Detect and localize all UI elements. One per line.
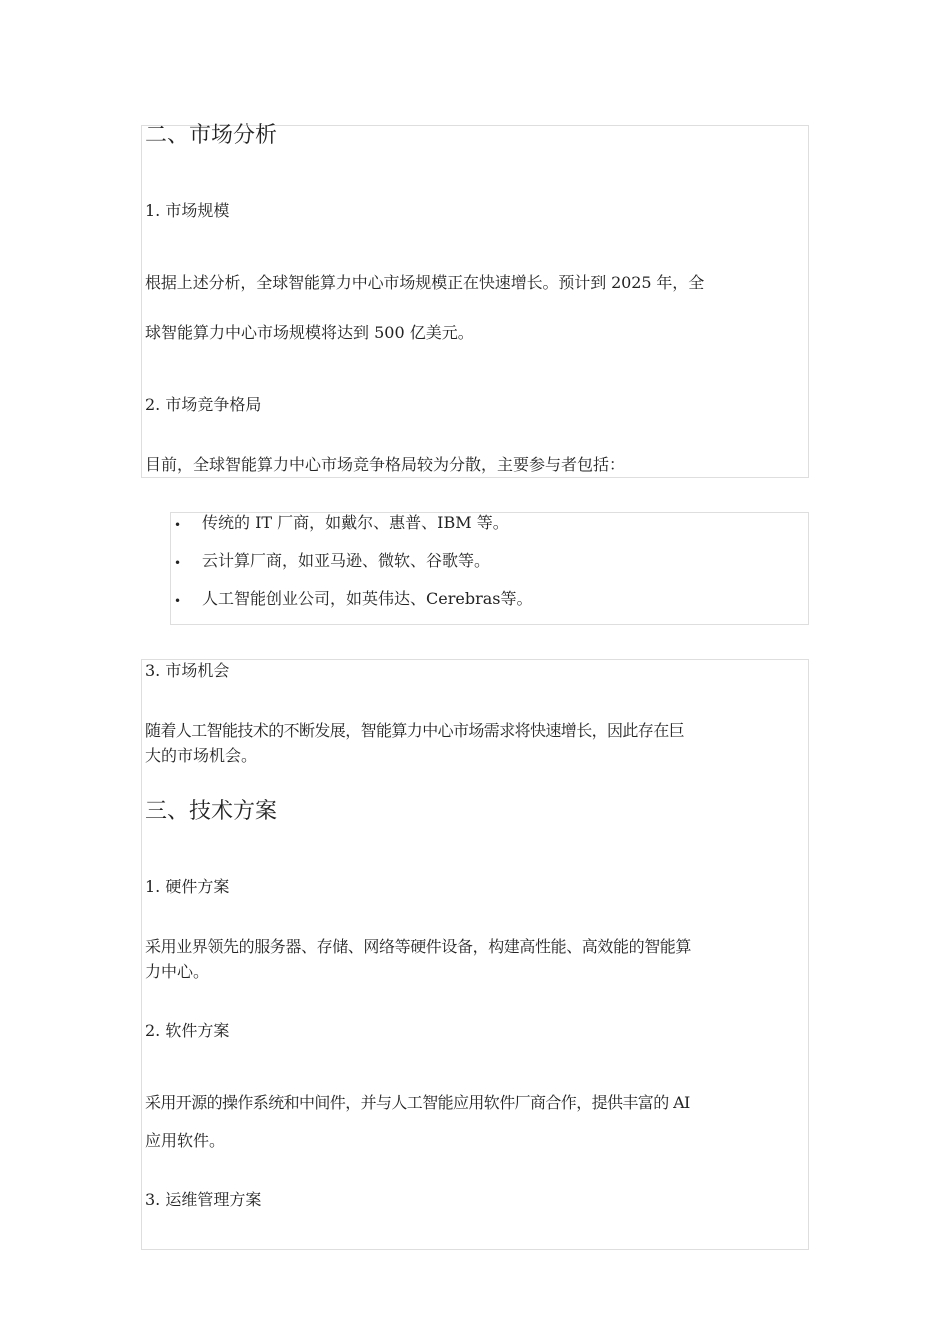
list-item: 云计算厂商，如亚马逊、微软、谷歌等。 (202, 551, 491, 570)
list-item: 人工智能创业公司，如英伟达、Cerebras等。 (202, 589, 533, 608)
list-item: 传统的 IT 厂商，如戴尔、惠普、IBM 等。 (202, 513, 509, 532)
competition-intro-paragraph: 目前，全球智能算力中心市场竞争格局较为分散，主要参与者包括： (145, 455, 626, 474)
opportunity-paragraph-line-2: 大的市场机会。 (145, 746, 258, 765)
subheading-market-size: 1. 市场规模 (145, 201, 230, 220)
bullet-icon: • (174, 556, 182, 570)
bullet-icon: • (174, 518, 182, 532)
bullet-icon: • (174, 594, 182, 608)
market-analysis-block (141, 125, 809, 478)
software-paragraph-line-1: 采用开源的操作系统和中间件，并与人工智能应用软件厂商合作，提供丰富的 AI (145, 1093, 690, 1112)
market-size-paragraph-line-2: 球智能算力中心市场规模将达到 500 亿美元。 (145, 323, 474, 342)
subheading-software: 2. 软件方案 (145, 1021, 230, 1040)
hardware-paragraph-line-1: 采用业界领先的服务器、存储、网络等硬件设备，构建高性能、高效能的智能算 (145, 937, 692, 956)
subheading-operations: 3. 运维管理方案 (145, 1190, 262, 1209)
section-heading-market-analysis: 二、市场分析 (145, 123, 278, 148)
subheading-competition: 2. 市场竞争格局 (145, 395, 262, 414)
market-size-paragraph-line-1: 根据上述分析，全球智能算力中心市场规模正在快速增长。预计到 2025 年，全 (145, 273, 705, 292)
subheading-market-opportunity: 3. 市场机会 (145, 661, 230, 680)
subheading-hardware: 1. 硬件方案 (145, 877, 230, 896)
software-paragraph-line-2: 应用软件。 (145, 1131, 226, 1150)
opportunity-paragraph-line-1: 随着人工智能技术的不断发展，智能算力中心市场需求将快速增长，因此存在巨 (145, 721, 685, 740)
hardware-paragraph-line-2: 力中心。 (145, 962, 210, 981)
section-heading-technical-plan: 三、技术方案 (145, 799, 278, 824)
